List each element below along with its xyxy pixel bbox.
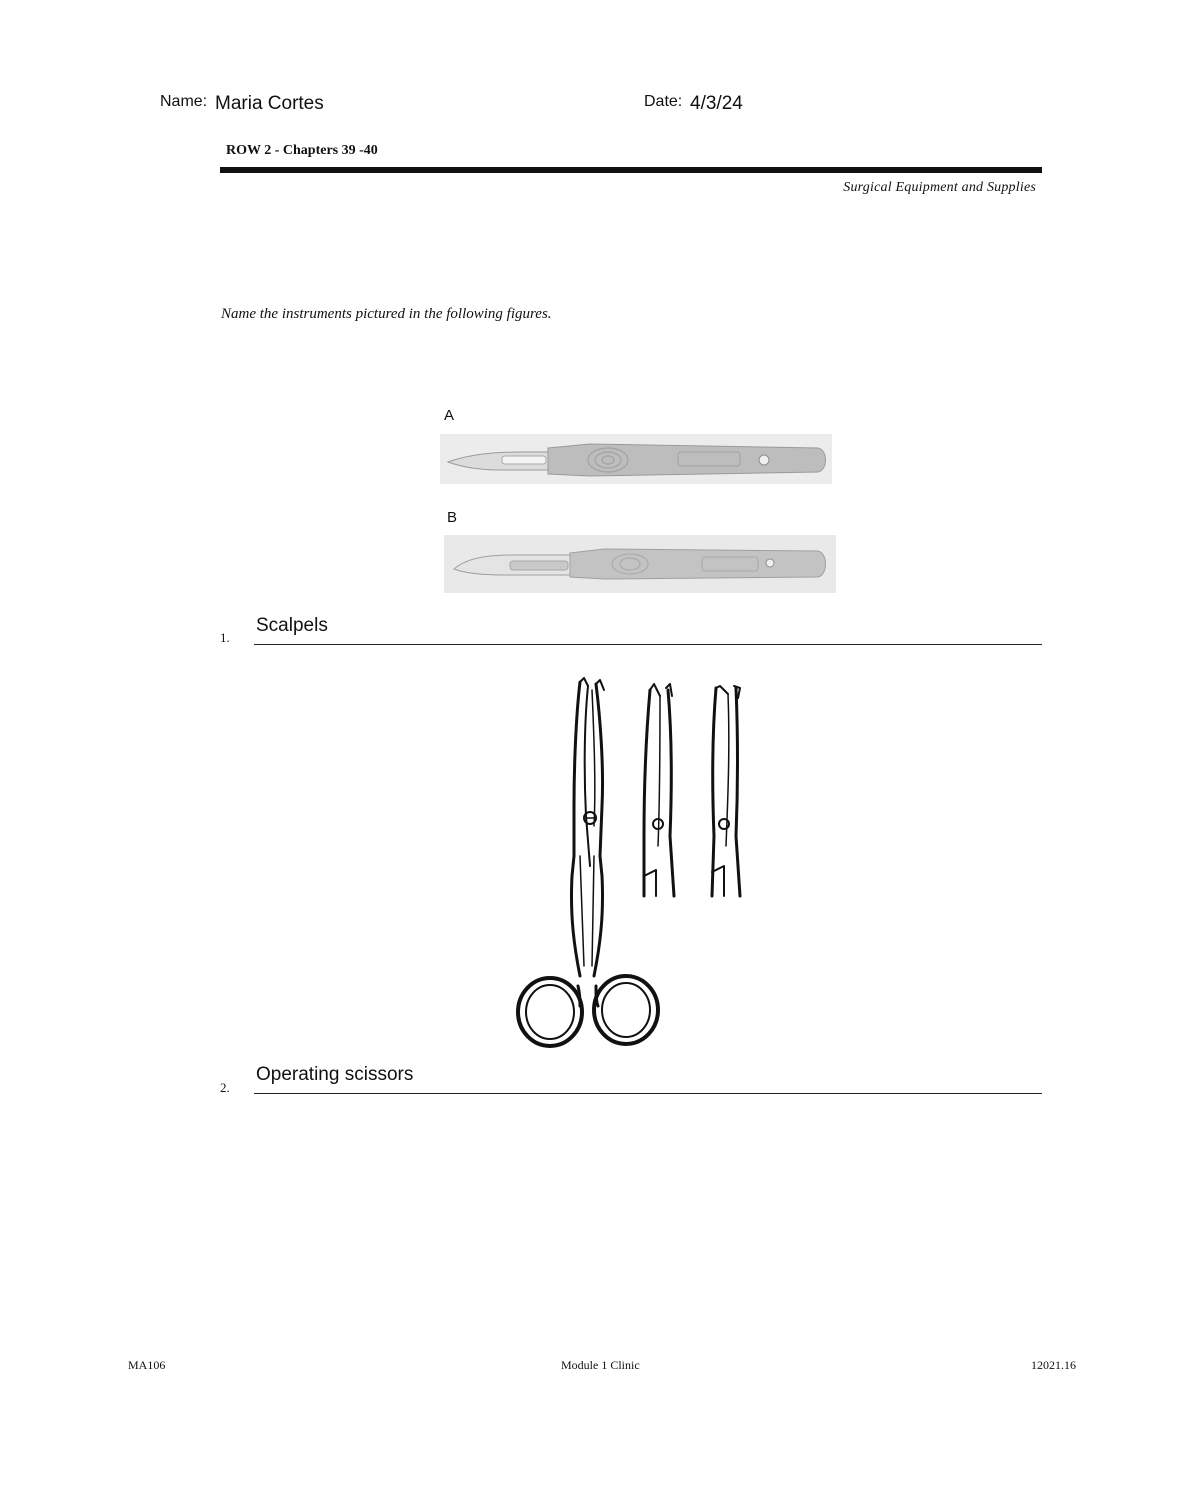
name-label: Name: (160, 93, 208, 110)
answer-2-line (254, 1093, 1042, 1094)
answer-1-line (254, 644, 1042, 645)
name-value[interactable]: Maria Cortes (215, 93, 324, 114)
answer-1-number: 1. (220, 630, 230, 645)
footer-left: MA106 (128, 1358, 166, 1372)
scalpel-a-icon (440, 434, 832, 484)
answer-1-text[interactable]: Scalpels (256, 615, 328, 636)
date-label: Date: (644, 93, 683, 110)
figure-a-label: A (444, 407, 455, 424)
instruction-text: Name the instruments pictured in the following figures. (221, 306, 552, 322)
answer-2-text[interactable]: Operating scissors (256, 1064, 414, 1085)
footer-right: 12021.16 (1031, 1358, 1076, 1372)
scissors-icon (514, 676, 754, 1056)
section-title: Surgical Equipment and Supplies (843, 180, 1036, 195)
scalpel-b-icon (444, 535, 836, 593)
footer-center: Module 1 Clinic (561, 1358, 640, 1372)
date-value[interactable]: 4/3/24 (690, 93, 743, 114)
figure-b-label: B (447, 509, 458, 526)
answer-2-number: 2. (220, 1080, 230, 1095)
chapter-title: ROW 2 - Chapters 39 -40 (226, 143, 378, 158)
header-rule (220, 167, 1042, 173)
